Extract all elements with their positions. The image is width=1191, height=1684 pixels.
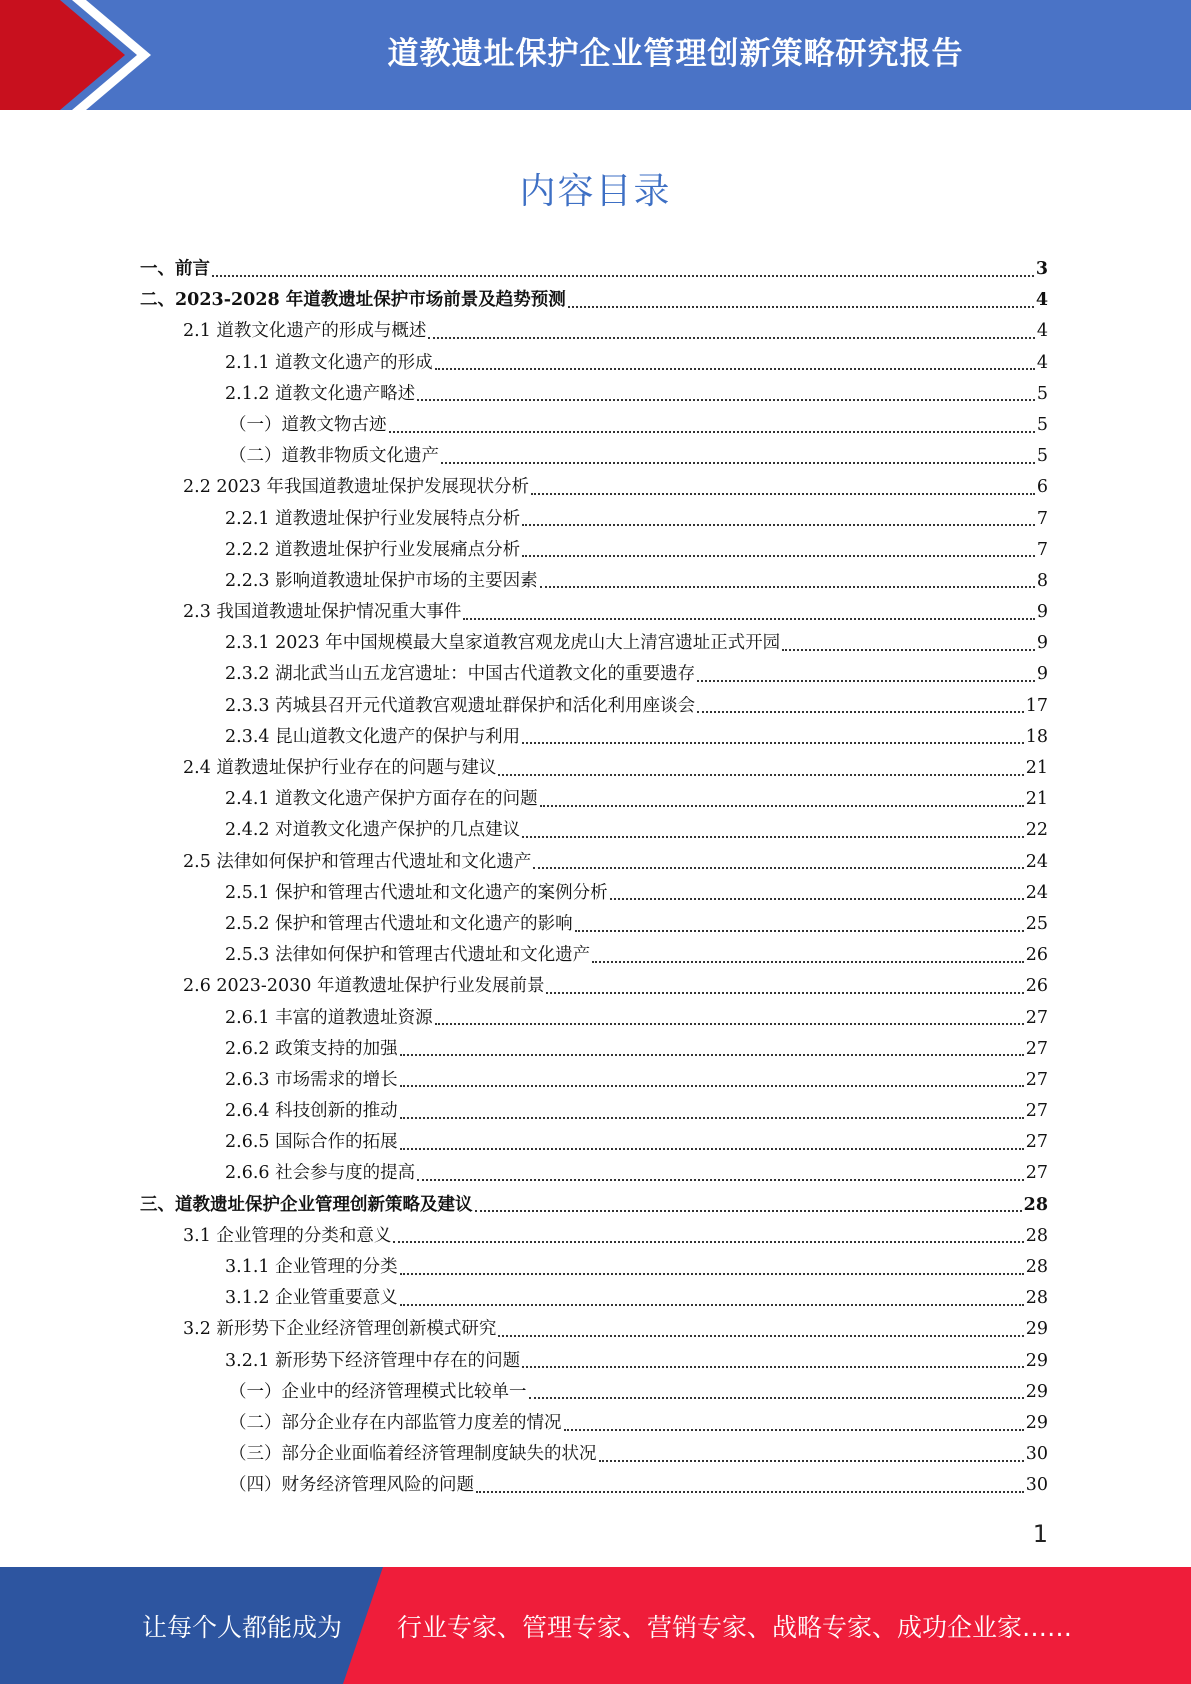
toc-entry-page: 3 bbox=[1035, 259, 1048, 279]
toc-entry[interactable] bbox=[140, 316, 1048, 347]
toc-entry-page: 4 bbox=[1035, 290, 1048, 311]
toc-dot-leader bbox=[498, 774, 1023, 776]
toc-entry[interactable] bbox=[140, 348, 1048, 379]
toc-dot-leader bbox=[476, 1491, 1024, 1493]
toc-dot-leader bbox=[782, 649, 1035, 651]
toc-entry-label: （四）财务经济管理风险的问题 bbox=[229, 1475, 474, 1496]
toc-entry-label: 二、2023-2028 年道教遗址保护市场前景及趋势预测 bbox=[140, 290, 566, 311]
toc-entry[interactable] bbox=[140, 940, 1048, 971]
table-of-contents bbox=[140, 254, 1048, 1502]
toc-dot-leader bbox=[533, 867, 1023, 869]
toc-dot-leader bbox=[212, 275, 1034, 277]
toc-entry-label: 2.5.1 保护和管理古代遗址和文化遗产的案例分析 bbox=[225, 882, 608, 903]
report-title: 道教遗址保护企业管理创新策略研究报告 bbox=[387, 35, 964, 72]
toc-entry-label: （二）道教非物质文化遗产 bbox=[229, 446, 439, 467]
toc-entry-page: 9 bbox=[1036, 633, 1048, 654]
toc-entry[interactable] bbox=[140, 784, 1048, 815]
toc-entry-label: 2.6.3 市场需求的增长 bbox=[225, 1069, 398, 1090]
toc-entry[interactable] bbox=[140, 504, 1048, 535]
header-banner bbox=[0, 0, 1191, 110]
toc-dot-leader bbox=[540, 586, 1035, 588]
toc-entry-label: 2.6.5 国际合作的拓展 bbox=[225, 1132, 398, 1153]
toc-entry-label: 一、前言 bbox=[140, 259, 210, 279]
toc-entry-page: 7 bbox=[1036, 539, 1048, 560]
toc-entry-page: 21 bbox=[1025, 789, 1048, 810]
toc-entry-page: 29 bbox=[1025, 1412, 1048, 1433]
toc-entry-label: 3.1 企业管理的分类和意义 bbox=[183, 1225, 392, 1246]
toc-entry[interactable] bbox=[140, 566, 1048, 597]
toc-dot-leader bbox=[400, 1117, 1024, 1119]
toc-entry-page: 28 bbox=[1025, 1288, 1048, 1309]
toc-dot-leader bbox=[400, 1054, 1024, 1056]
toc-entry-page: 30 bbox=[1025, 1444, 1048, 1465]
toc-entry-page: 27 bbox=[1025, 1101, 1048, 1122]
toc-entry-page: 27 bbox=[1025, 1163, 1048, 1184]
toc-entry-page: 28 bbox=[1025, 1257, 1048, 1277]
toc-entry-page: 4 bbox=[1036, 321, 1048, 342]
toc-entry[interactable] bbox=[140, 847, 1048, 878]
toc-entry-page: 4 bbox=[1036, 352, 1048, 373]
toc-dot-leader bbox=[400, 1273, 1024, 1275]
toc-entry-label: （三）部分企业面临着经济管理制度缺失的状况 bbox=[229, 1444, 597, 1465]
toc-entry-label: （一）企业中的经济管理模式比较单一 bbox=[229, 1381, 527, 1402]
toc-entry[interactable] bbox=[140, 535, 1048, 566]
toc-entry-label: 2.5.3 法律如何保护和管理古代遗址和文化遗产 bbox=[225, 945, 591, 966]
toc-entry-label: 2.6.1 丰富的道教遗址资源 bbox=[225, 1007, 433, 1028]
toc-entry[interactable] bbox=[140, 1003, 1048, 1034]
toc-entry[interactable] bbox=[140, 1283, 1048, 1314]
toc-entry[interactable] bbox=[140, 1190, 1048, 1221]
toc-dot-leader bbox=[599, 1460, 1024, 1462]
toc-dot-leader bbox=[564, 1429, 1024, 1431]
toc-entry[interactable] bbox=[140, 815, 1048, 846]
toc-entry[interactable] bbox=[140, 1096, 1048, 1127]
toc-entry[interactable] bbox=[140, 1127, 1048, 1158]
toc-entry[interactable] bbox=[140, 691, 1048, 722]
toc-entry[interactable] bbox=[140, 878, 1048, 909]
toc-entry-label: 2.1.2 道教文化遗产略述 bbox=[225, 383, 416, 404]
toc-dot-leader bbox=[393, 1241, 1023, 1243]
footer-slogan-right: 行业专家、管理专家、营销专家、战略专家、成功企业家…… bbox=[397, 1612, 1073, 1642]
footer-slogan-left: 让每个人都能成为 bbox=[142, 1612, 343, 1642]
toc-entry-label: 2.3.3 芮城县召开元代道教宫观遗址群保护和活化利用座谈会 bbox=[225, 695, 696, 716]
footer-banner bbox=[0, 1567, 1191, 1684]
page-number: 1 bbox=[1032, 1520, 1048, 1548]
toc-entry-page: 6 bbox=[1036, 477, 1048, 498]
toc-entry-page: 26 bbox=[1025, 945, 1048, 966]
toc-heading: 内容目录 bbox=[519, 171, 672, 212]
toc-entry-label: （二）部分企业存在内部监管力度差的情况 bbox=[229, 1412, 562, 1433]
toc-entry[interactable] bbox=[140, 1439, 1048, 1470]
toc-dot-leader bbox=[522, 742, 1024, 744]
toc-entry-label: 2.2.1 道教遗址保护行业发展特点分析 bbox=[225, 508, 521, 529]
toc-dot-leader bbox=[428, 337, 1034, 339]
toc-entry-page: 18 bbox=[1025, 726, 1048, 747]
toc-entry[interactable] bbox=[140, 1221, 1048, 1252]
toc-entry[interactable] bbox=[140, 441, 1048, 472]
toc-dot-leader bbox=[540, 805, 1024, 807]
toc-entry-page: 5 bbox=[1036, 383, 1048, 404]
toc-dot-leader bbox=[697, 711, 1024, 713]
toc-entry[interactable] bbox=[140, 909, 1048, 940]
toc-entry-page: 24 bbox=[1025, 882, 1048, 903]
toc-entry-page: 27 bbox=[1025, 1038, 1048, 1059]
toc-entry-label: 3.1.2 企业管重要意义 bbox=[225, 1288, 398, 1309]
toc-entry-page: 29 bbox=[1025, 1381, 1048, 1402]
toc-entry-label: 3.2 新形势下企业经济管理创新模式研究 bbox=[183, 1319, 497, 1340]
toc-dot-leader bbox=[435, 368, 1035, 370]
toc-dot-leader bbox=[522, 524, 1035, 526]
toc-dot-leader bbox=[529, 1397, 1024, 1399]
toc-entry-label: 3.2.1 新形势下经济管理中存在的问题 bbox=[225, 1350, 521, 1371]
toc-entry[interactable] bbox=[140, 628, 1048, 659]
toc-entry-label: 2.5.2 保护和管理古代遗址和文化遗产的影响 bbox=[225, 913, 573, 934]
toc-dot-leader bbox=[522, 836, 1024, 838]
toc-entry-page: 5 bbox=[1036, 414, 1048, 435]
toc-entry-label: 2.3 我国道教遗址保护情况重大事件 bbox=[183, 602, 462, 623]
toc-dot-leader bbox=[400, 1148, 1024, 1150]
toc-entry[interactable] bbox=[140, 1377, 1048, 1408]
toc-entry-label: 3.1.1 企业管理的分类 bbox=[225, 1257, 398, 1277]
toc-dot-leader bbox=[400, 1085, 1024, 1087]
toc-entry-page: 27 bbox=[1025, 1132, 1048, 1153]
toc-entry[interactable] bbox=[140, 379, 1048, 410]
header-chevron-graphic bbox=[0, 0, 160, 110]
toc-entry-page: 26 bbox=[1025, 976, 1048, 997]
toc-entry-page: 28 bbox=[1023, 1194, 1048, 1215]
toc-entry[interactable] bbox=[140, 1252, 1048, 1283]
toc-entry-page: 5 bbox=[1036, 446, 1048, 467]
toc-entry[interactable] bbox=[140, 722, 1048, 753]
toc-entry-page: 8 bbox=[1036, 570, 1048, 591]
toc-entry-label: 2.2 2023 年我国道教遗址保护发展现状分析 bbox=[183, 477, 529, 498]
toc-entry[interactable] bbox=[140, 254, 1048, 285]
toc-dot-leader bbox=[417, 1179, 1024, 1181]
toc-entry-label: 2.6 2023-2030 年道教遗址保护行业发展前景 bbox=[183, 976, 545, 997]
toc-entry-label: （一）道教文物古迹 bbox=[229, 414, 387, 435]
toc-entry[interactable] bbox=[140, 1470, 1048, 1501]
toc-dot-leader bbox=[568, 306, 1034, 308]
toc-entry-page: 29 bbox=[1025, 1319, 1048, 1340]
toc-entry[interactable] bbox=[140, 659, 1048, 690]
toc-entry-page: 27 bbox=[1025, 1069, 1048, 1090]
toc-entry-page: 25 bbox=[1025, 913, 1048, 934]
toc-dot-leader bbox=[592, 961, 1024, 963]
toc-dot-leader bbox=[522, 555, 1035, 557]
toc-entry-page: 7 bbox=[1036, 508, 1048, 529]
toc-entry-label: 2.4.1 道教文化遗产保护方面存在的问题 bbox=[225, 789, 538, 810]
toc-entry-label: 2.5 法律如何保护和管理古代遗址和文化遗产 bbox=[183, 851, 532, 872]
toc-entry-page: 27 bbox=[1025, 1007, 1048, 1028]
toc-entry-label: 2.3.1 2023 年中国规模最大皇家道教宫观龙虎山大上清宫遗址正式开园 bbox=[225, 633, 781, 654]
toc-dot-leader bbox=[522, 1366, 1024, 1368]
toc-entry-label: 2.3.2 湖北武当山五龙宫遗址：中国古代道教文化的重要遗存 bbox=[225, 664, 696, 685]
toc-entry-label: 2.2.3 影响道教遗址保护市场的主要因素 bbox=[225, 570, 538, 591]
toc-dot-leader bbox=[697, 680, 1035, 682]
toc-entry-label: 2.3.4 昆山道教文化遗产的保护与利用 bbox=[225, 726, 521, 747]
toc-dot-leader bbox=[546, 992, 1023, 994]
toc-entry-label: 2.4.2 对道教文化遗产保护的几点建议 bbox=[225, 820, 521, 841]
toc-entry-label: 2.6.2 政策支持的加强 bbox=[225, 1038, 398, 1059]
toc-dot-leader bbox=[531, 493, 1035, 495]
toc-dot-leader bbox=[435, 1023, 1024, 1025]
toc-entry-page: 24 bbox=[1025, 851, 1048, 872]
toc-entry[interactable] bbox=[140, 1346, 1048, 1377]
toc-entry[interactable] bbox=[140, 1034, 1048, 1065]
toc-dot-leader bbox=[400, 1304, 1024, 1306]
toc-entry-page: 17 bbox=[1025, 695, 1048, 716]
toc-entry-page: 22 bbox=[1025, 820, 1048, 841]
toc-entry[interactable] bbox=[140, 472, 1048, 503]
toc-dot-leader bbox=[441, 462, 1035, 464]
toc-entry-label: 2.6.4 科技创新的推动 bbox=[225, 1101, 398, 1122]
toc-entry-label: 2.6.6 社会参与度的提高 bbox=[225, 1163, 416, 1184]
toc-entry-page: 9 bbox=[1036, 664, 1048, 685]
toc-entry-label: 三、道教遗址保护企业管理创新策略及建议 bbox=[140, 1194, 473, 1215]
toc-entry-label: 2.1 道教文化遗产的形成与概述 bbox=[183, 321, 427, 342]
toc-entry-page: 29 bbox=[1025, 1350, 1048, 1371]
toc-dot-leader bbox=[463, 618, 1034, 620]
toc-dot-leader bbox=[575, 930, 1024, 932]
toc-entry-page: 28 bbox=[1025, 1225, 1048, 1246]
toc-entry[interactable] bbox=[140, 1314, 1048, 1345]
toc-entry-page: 9 bbox=[1036, 602, 1048, 623]
toc-entry-label: 2.2.2 道教遗址保护行业发展痛点分析 bbox=[225, 539, 521, 560]
toc-entry[interactable] bbox=[140, 410, 1048, 441]
toc-entry[interactable] bbox=[140, 971, 1048, 1002]
toc-entry-label: 2.4 道教遗址保护行业存在的问题与建议 bbox=[183, 758, 497, 778]
toc-dot-leader bbox=[417, 399, 1035, 401]
toc-dot-leader bbox=[498, 1335, 1023, 1337]
toc-entry-label: 2.1.1 道教文化遗产的形成 bbox=[225, 352, 433, 373]
toc-entry[interactable] bbox=[140, 597, 1048, 628]
toc-entry[interactable] bbox=[140, 1408, 1048, 1439]
toc-entry[interactable] bbox=[140, 753, 1048, 784]
toc-entry-page: 30 bbox=[1025, 1475, 1048, 1496]
toc-entry[interactable] bbox=[140, 285, 1048, 316]
toc-entry[interactable] bbox=[140, 1158, 1048, 1189]
toc-entry-page: 21 bbox=[1025, 758, 1048, 778]
toc-entry[interactable] bbox=[140, 1065, 1048, 1096]
toc-dot-leader bbox=[389, 431, 1035, 433]
header-red-block bbox=[0, 0, 125, 110]
toc-dot-leader bbox=[475, 1210, 1022, 1212]
toc-dot-leader bbox=[610, 898, 1024, 900]
